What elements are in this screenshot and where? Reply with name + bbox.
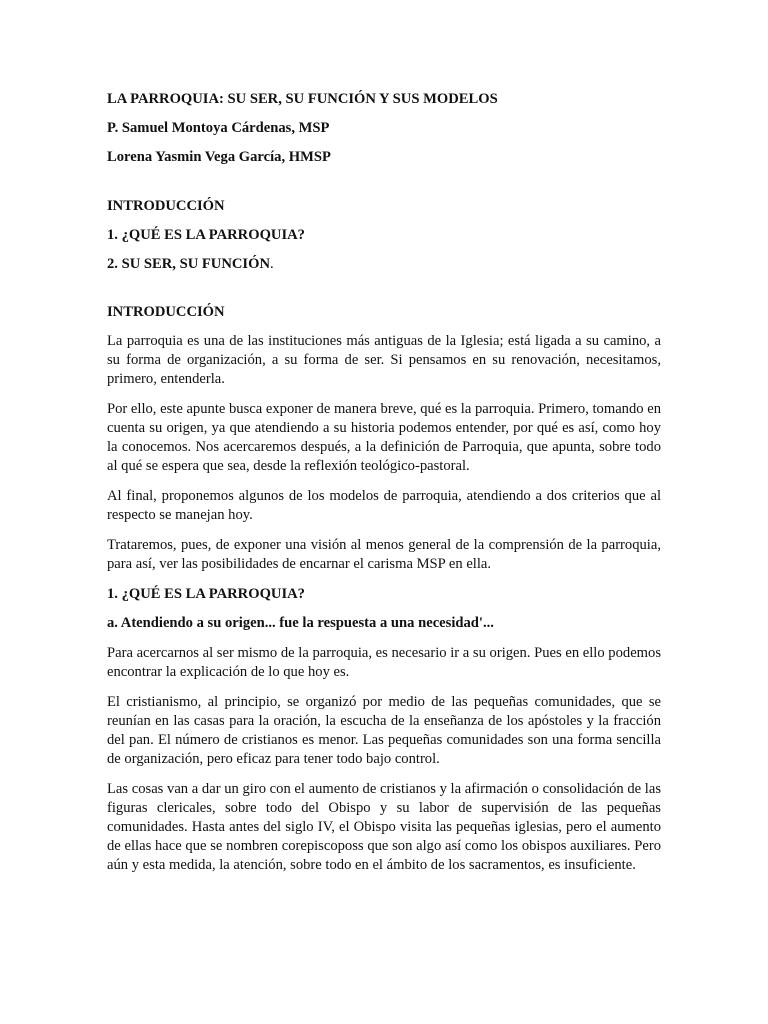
toc-item-being-function-label: 2. SU SER, SU FUNCIÓN [107,256,270,272]
toc-item-what-is-parish: 1. ¿QUÉ ES LA PARROQUIA? [107,227,305,243]
toc-item-being-function-period: . [270,256,274,272]
subsection-heading-origin: a. Atendiendo a su origen... fue la respuesta a una necesidad'... [107,615,494,631]
toc-item-being-function [107,255,661,274]
paragraph-4: Trataremos, pues, de exponer una visión al menos general de la comprensión de la parroquia, para así, ver las posibilidades de encarnar el carisma MSP en ella. [107,537,661,572]
section-heading-what-is-parish: 1. ¿QUÉ ES LA PARROQUIA? [107,586,305,602]
paragraph-1: La parroquia es una de las instituciones más antiguas de la Iglesia; está ligada a su camino, a su forma de organización, a su forma de ser. Si pensamos en su renovación, necesitamos, primero, entenderla. [107,333,661,387]
paragraph-6: El cristianismo, al principio, se organizó por medio de las pequeñas comunidades, que se reunían en las casas para la oración, la escucha de la enseñanza de los apóstoles y la fracción del pan. El número de cristianos es menor. Las pequeñas comunidades son una forma sencilla de organización, pero eficaz para tener todo bajo control. [107,694,661,767]
author-line-2: Lorena Yasmin Vega García, HMSP [107,149,331,165]
paragraph-2: Por ello, este apunte busca exponer de manera breve, qué es la parroquia. Primero, tomando en cuenta su origen, ya que atendiendo a su historia podemos entender, por qué es así, como hoy la conocemos. Nos acercaremos después, a la definición de Parroquia, que apunta, sobre todo al qué se espera que sea, desde la reflexión teológico-pastoral. [107,401,661,474]
paragraph-5: Para acercarnos al ser mismo de la parroquia, es necesario ir a su origen. Pues en ello podemos encontrar la explicación de lo que hoy es. [107,645,661,680]
paragraph-3: Al final, proponemos algunos de los modelos de parroquia, atendiendo a dos criterios que al respecto se manejan hoy. [107,488,661,523]
toc-item-introduction: INTRODUCCIÓN [107,198,225,214]
paragraph-7: Las cosas van a dar un giro con el aumento de cristianos y la afirmación o consolidación de las figuras clericales, sobre todo del Obispo y su labor de supervisión de las pequeñas comunidades. Hasta antes del siglo IV, el Obispo visita las pequeñas iglesias, pero el aumento de ellas hace que se nombren corepiscoposs que son algo así como los obispos auxiliares. Pero aún y esta medida, la atención, sobre todo en el ámbito de los sacramentos, es insuficiente. [107,781,661,873]
document-page [107,90,661,875]
author-line-1: P. Samuel Montoya Cárdenas, MSP [107,120,330,136]
section-heading-introduction: INTRODUCCIÓN [107,304,225,320]
document-title: LA PARROQUIA: SU SER, SU FUNCIÓN Y SUS MODELOS [107,91,498,107]
